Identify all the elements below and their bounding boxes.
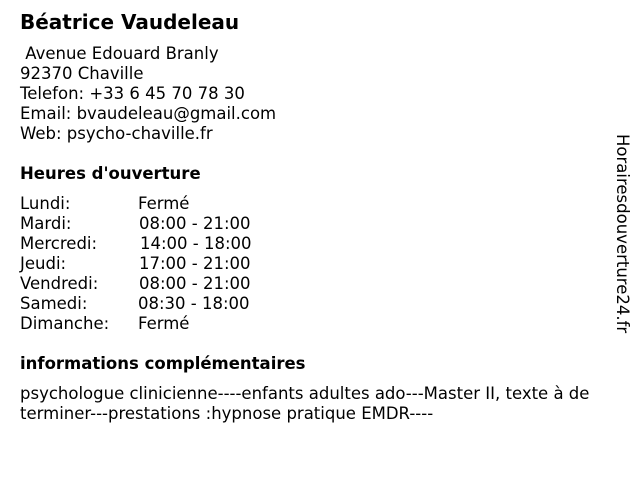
- hours-value: Fermé: [138, 194, 190, 213]
- contact-block: [20, 44, 276, 144]
- hours-row-sunday: [20, 314, 320, 334]
- day-label: Lundi:: [20, 194, 71, 213]
- day-label: Mardi:: [20, 214, 72, 233]
- info-line-2: terminer---prestations :hypnose pratique EMDR----: [20, 404, 434, 423]
- hours-row-tuesday: [20, 214, 320, 234]
- opening-hours-heading: Heures d'ouverture: [20, 164, 201, 183]
- hours-value: 14:00 - 18:00: [140, 234, 252, 253]
- hours-value: 08:00 - 21:00: [139, 214, 251, 233]
- hours-row-monday: [20, 194, 320, 214]
- hours-value: Fermé: [138, 314, 190, 333]
- additional-info-text: [20, 384, 635, 424]
- day-label: Vendredi:: [20, 274, 99, 293]
- hours-row-saturday: [20, 294, 320, 314]
- email-line: Email: bvaudeleau@gmail.com: [20, 104, 277, 123]
- business-name: Béatrice Vaudeleau: [20, 10, 240, 34]
- hours-value: 08:30 - 18:00: [138, 294, 250, 313]
- city-line: 92370 Chaville: [20, 64, 144, 83]
- hours-row-wednesday: [20, 234, 320, 254]
- hours-value: 08:00 - 21:00: [139, 274, 251, 293]
- additional-info-heading: informations complémentaires: [20, 354, 306, 373]
- site-watermark: Horairesdouverture24.fr: [613, 134, 632, 334]
- info-line-1: psychologue clinicienne----enfants adultes ado---Master II, texte à de: [20, 384, 590, 403]
- phone-line: Telefon: +33 6 45 70 78 30: [20, 84, 245, 103]
- day-label: Dimanche:: [20, 314, 110, 333]
- day-label: Mercredi:: [20, 234, 98, 253]
- hours-row-friday: [20, 274, 320, 294]
- web-line: Web: psycho-chaville.fr: [20, 124, 213, 143]
- hours-value: 17:00 - 21:00: [139, 254, 251, 273]
- day-label: Jeudi:: [20, 254, 67, 273]
- hours-row-thursday: [20, 254, 320, 274]
- opening-hours-table: [20, 194, 320, 334]
- day-label: Samedi:: [20, 294, 88, 313]
- street-address: Avenue Edouard Branly: [20, 44, 219, 63]
